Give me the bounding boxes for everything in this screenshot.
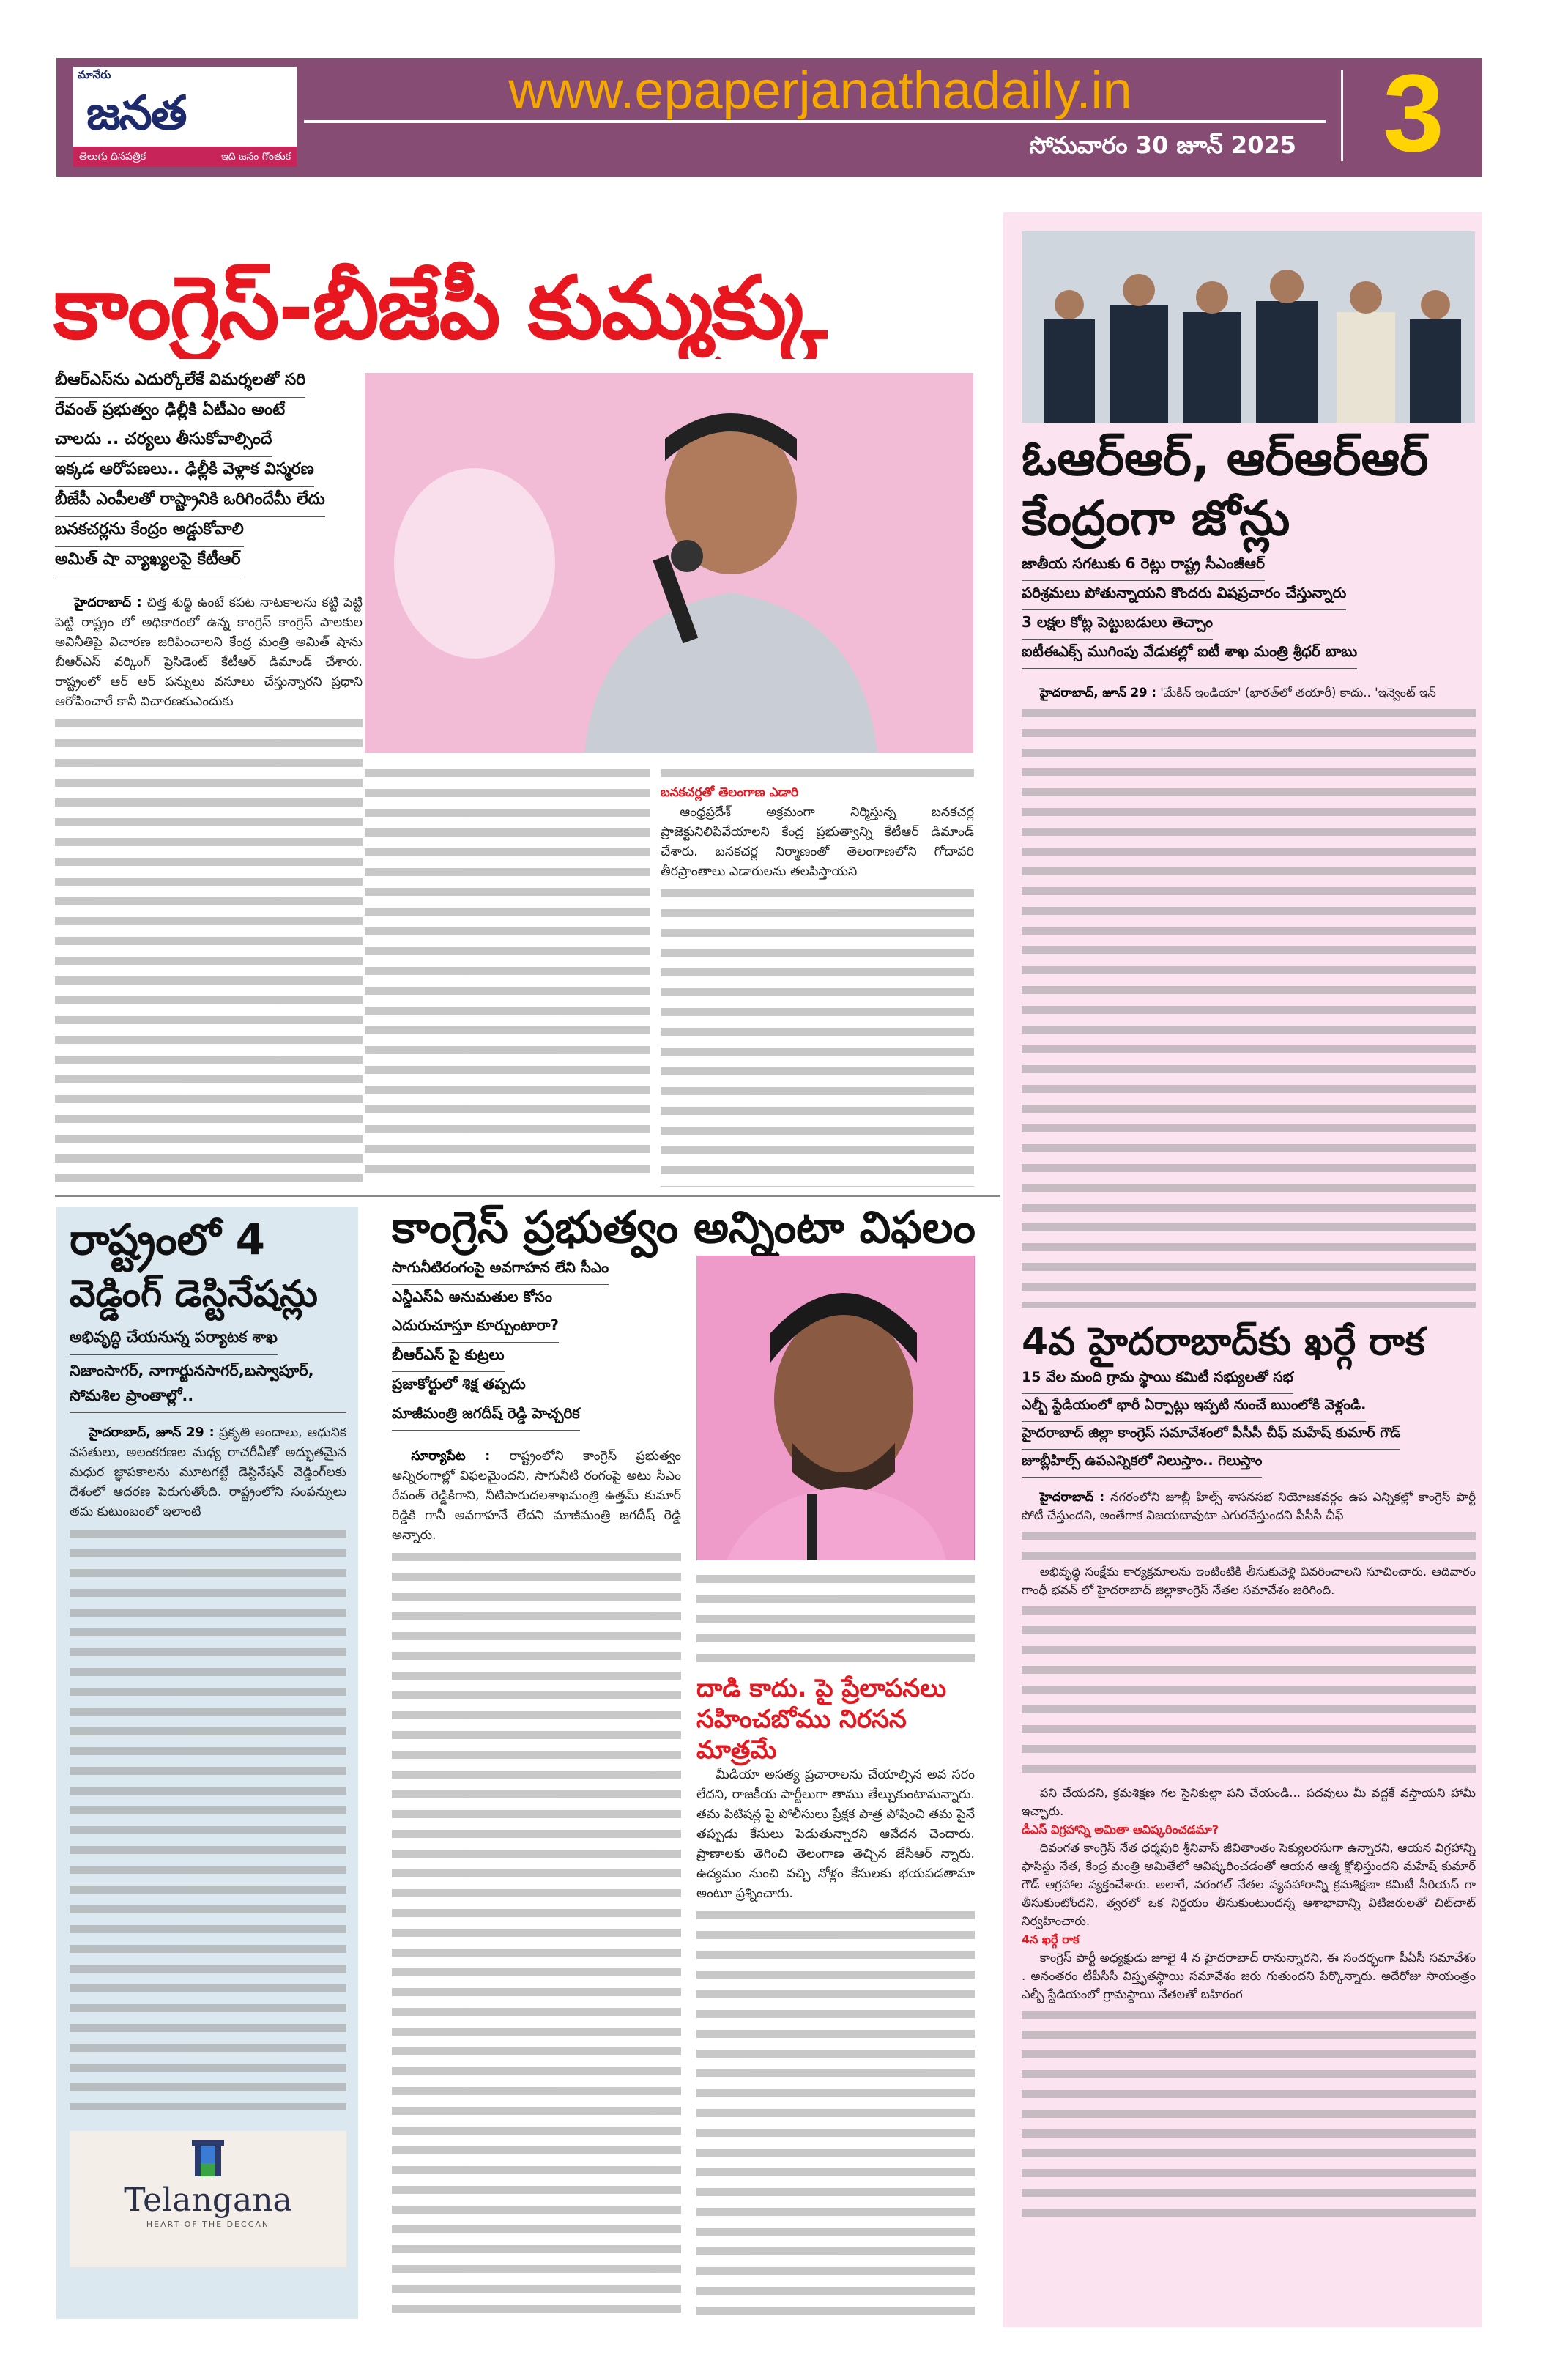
body-text-continuation (392, 1547, 681, 2316)
body-text: దివంగత కాంగ్రెస్ నేత ధర్మపురి శ్రీనివాస్ జీవితాంతం సెక్యులరసుగా ఉన్నారని, ఆయన విగ్రహాన్ని ఫాసిస్టు నేత, కేంద్ర మంత్రి అమితేలో ఆవిష్కరించడంతో ఆయన ఆత్మ క్షోభిస్తుందని మహేష్ కుమార్ గౌడ్ ఆగ్రహాల వ్యక్తంచేశారు. అలాగే, వరంగల్ నేతల వ్యవహారాన్ని క్రమశిక్షణా కమిటీ సీరియస్ గా తీసుకుంటోందని, త్వరలో ఒక నిర్ణయం తీసుకుంటుందన్న ఆశాభావాన్ని విటిజరులతో చిట్‌చాట్ నిర్వహించారు. (1022, 1841, 1476, 1928)
right-column-stories (1022, 429, 1476, 2322)
masthead-vertical-divider (1341, 70, 1343, 161)
jagadish-story (392, 1201, 978, 2321)
subhead: హైదరాబాద్ జిల్లా కాంగ్రెస్ సమావేశంలో పీసీసీ చీఫ్ మహేష్ కుమార్ గౌడ్ (1022, 1422, 1400, 1450)
main-story-kicker: బనకచర్లతో తెలంగాణ ఎడారి (661, 785, 799, 800)
body-text: నగరంలోని జూబ్లీ హిల్స్ శాసనసభ నియోజకవర్గం ఉప ఎన్నికల్లో కాంగ్రెస్ పార్టీ పోటీ చేస్తుందని, అంతేగాక విజయబావుటా ఎగురవేస్తుందని పీసీసీ చీఫ్ (1022, 1490, 1476, 1522)
wedding-story-headline (70, 1212, 346, 1321)
page-number: 3 (1383, 51, 1444, 174)
subhead: 15 వేల మంది గ్రామ స్థాయి కమిటీ సభ్యులతో సభ (1022, 1366, 1293, 1394)
wedding-story-column (70, 1212, 346, 2267)
logo-tag-left: తెలుగు దినపత్రిక (79, 151, 146, 163)
right-story-1-headline (1022, 429, 1476, 549)
logo-top-text: మానేరు (78, 68, 111, 81)
subhead: అమిత్ షా వ్యాఖ్యలపై కేటీఆర్ (55, 547, 241, 577)
jagadish-reddy-photo (696, 1256, 975, 1560)
body-text: రాష్ట్రంలోని కాంగ్రెస్ ప్రభుత్వం అన్నిరంగాల్లో విఫలమైందని, సాగునీటి రంగంపై అటు సీఎం రేవంత్ రెడ్డికిగాని, నీటిపారుదలశాఖమంత్రి ఉత్తమ్ కుమార్ రెడ్డికి గానీ అవగాహనే లేదని మాజీమంత్రి జగదీష్ రెడ్డి అన్నారు. (392, 1449, 681, 1543)
subhead: నిజాంసాగర్, నాగార్జునసాగర్,బస్వాపూర్, సోమశిల ప్రాంతాల్లో.. (70, 1355, 346, 1413)
right-story-2-subheads (1022, 1366, 1476, 1478)
wedding-story-subheads (70, 1325, 346, 1413)
headline-line: రాష్ట్రంలో 4 (70, 1215, 266, 1264)
body-text-continuation (70, 1524, 346, 2110)
body-text: మీడియా అసత్య ప్రచారాలను చేయాల్సిన అవ సరం లేదని, రాజకీయ పార్టీలుగా తాము తేల్చుకుంటామన్నారు. తమ పిటిషన్ల పై పోలీసులు ప్రేక్షక పాత్ర పోషించి తమ పైనే తప్పుడు కేసులు పెడుతున్నారని ఆవేదన చెందారు. ప్రాణాలకు తెగించి తెలంగాణ తెచ్చిన జేసీఆర్ న్నారు. ఉద్యమం నుంచి వచ్చి నోళ్లం కేసులకు భయపడతామా అంటూ ప్రశ్నించారు. (696, 1768, 975, 1901)
body-text-continuation (1022, 1601, 1476, 1784)
headline-line: ఓఆర్ఆర్, ఆర్ఆర్ఆర్ (1022, 430, 1429, 486)
subhead: పరిశ్రమలు పోతున్నాయని కొందరు విషప్రచారం చేస్తున్నారు (1022, 581, 1346, 610)
subhead: జాతీయ సగటుకు 6 రెట్లు రాష్ట్ర సీఎంజీఆర్ (1022, 552, 1265, 581)
jagadish-story-headline: కాంగ్రెస్ ప్రభుత్వం అన్నింటా విఫలం (392, 1202, 976, 1253)
main-story-body-left (55, 593, 363, 1188)
body-text-continuation (661, 763, 974, 783)
body-text-continuation (1022, 1526, 1476, 1562)
body-text-continuation (696, 1905, 975, 2316)
jagadish-story-left-column (392, 1256, 681, 2321)
right-story-2-kicker: డీఎస్ విగ్రహాన్ని అమితా ఆవిష్కరించడమా? (1022, 1823, 1219, 1836)
body-text-continuation (1022, 703, 1476, 1308)
main-headline: కాంగ్రెస్-బీజేపీ కుమ్మక్కు (53, 257, 826, 358)
telangana-tourism-logo-image (70, 2131, 346, 2267)
body-text-continuation (661, 883, 974, 1187)
right-story-2-headline: 4వ హైదరాబాద్‌కు ఖర్గే రాక (1022, 1320, 1425, 1364)
itex-event-photo (1022, 231, 1475, 423)
body-text: అభివృద్ధి సంక్షేమ కార్యక్రమాలను ఇంటింటికి తీసుకువెళ్లి వివరించాలని సూచించారు. ఆదివారం గాంధీ భవన్ లో హైదరాబాద్ జిల్లాకాంగ్రెస్ నేతల సమావేశం జరిగింది. (1022, 1565, 1476, 1597)
arch-logo-icon (186, 2135, 230, 2179)
right-story-1-subheads (1022, 552, 1476, 669)
subhead: ఎన్డీఎస్‌ఏ అనుమతుల కోసం (392, 1288, 553, 1305)
subhead: సాగునీటిరంగంపై అవగాహన లేని సీఎం (392, 1256, 609, 1285)
issue-date: సోమవారం 30 జూన్ 2025 (1029, 131, 1296, 159)
dateline: హైదరాబాద్, జూన్ 29 : (1039, 686, 1156, 700)
subhead: రేవంత్ ప్రభుత్వం ఢిల్లీకి ఏటీఎం అంటే (55, 401, 286, 419)
dateline: హైదరాబాద్ : (1039, 1490, 1105, 1504)
telangana-logo-text: Telangana (124, 2181, 292, 2219)
jagadish-story-body-left (392, 1447, 681, 2321)
subhead: ఐటీఈఎక్స్ ముగింపు వేడుకల్లో ఐటీ శాఖ మంత్రి శ్రీధర్ బాబు (1022, 640, 1357, 669)
body-text-continuation (696, 1569, 975, 1668)
right-story-1-body (1022, 683, 1476, 1308)
main-story-body-right (661, 762, 974, 1187)
ktr-speaking-photo (365, 373, 973, 753)
group-photo-icon (1022, 231, 1475, 423)
site-url[interactable]: www.epaperjanathadaily.in (508, 62, 1132, 120)
subhead: జూబ్లీహిల్స్ ఉపఎన్నికలో నిలుస్తాం.. గెలుస్తాం (1022, 1450, 1262, 1478)
dateline: హైదరాబాద్ : (74, 596, 142, 610)
body-text: కాంగ్రెస్ పార్టీ అధ్యక్షుడు జూలై 4 న హైదరాబాద్ రానున్నారని, ఈ సందర్భంగా పీఏసీ సమావేశం . అనంతరం టీపీసీసీ విస్తృతస్థాయి సమావేశం జరు గుతుందని పేర్కొన్నారు. అదేరోజు సాయంత్రం ఎల్బీ స్టేడియంలో గ్రామస్థాయి నేతలతో బహిరంగ (1022, 1951, 1476, 2001)
section-divider (55, 1195, 1000, 1197)
logo-name: జనత (86, 86, 186, 141)
body-text-continuation (365, 763, 650, 1185)
jagadish-story-red-subhead: దాడి కాదు. పై ప్రేలాపనలు సహించబోము నిరసన మాత్రమే (696, 1674, 946, 1765)
jagadish-story-right-column (696, 1256, 975, 2321)
body-text: ప్రకృతి అందాలు, ఆధునిక వసతులు, అలంకరణల మధ్య రాచరీవీతో అద్భుతమైన మధుర జ్ఞాపకాలను మూటగట్టే డెస్టినేషన్ వెడ్డింగ్‌లకు దేశంలో ఆదరణ పెరుగుతోంది. రాష్ట్రంలోని సంపన్నులు తమ కుటుంబంలో ఇలాంటి (70, 1426, 346, 1519)
main-story-body-center (365, 762, 650, 1187)
subhead: ప్రజాకోర్టులో శిక్ష తప్పదు (392, 1372, 526, 1401)
body-text: 'మేకిన్ ఇండియా' (భారత్‌లో తయారీ) కాదు.. 'ఇన్వెంట్ ఇన్ (1160, 686, 1436, 700)
dateline: సూర్యాపేట : (411, 1449, 491, 1464)
subhead: ఇక్కడ ఆరోపణలు.. ఢిల్లీకి వెళ్లాక విస్మరణ (55, 457, 314, 487)
subhead: బీజేపీ ఎంపీలతో రాష్ట్రానికి ఒరిగిందేమీ లేదు (55, 487, 325, 517)
person-photo-icon (365, 373, 973, 753)
dateline: హైదరాబాద్, జూన్ 29 : (89, 1426, 215, 1440)
main-story-left-column (55, 368, 363, 1188)
subhead: బీఆర్ఎస్ పై కుట్రలు (392, 1343, 505, 1372)
subhead: బనకచర్లను కేంద్రం అడ్డుకోవాలి (55, 517, 244, 547)
body-text: చిత్త శుద్ధి ఉంటే కపట నాటకాలను కట్టి పెట్టి పెట్టి రాష్ట్రం లో అధికారంలో ఉన్న కాంగ్రెస్ కాంగ్రెస్ పాలకుల అవినీతిపై విచారణ జరిపించాలని కేంద్ర మంత్రి అమిత్ షాను బీఆర్ఎస్ వర్కింగ్ ప్రెసిడెంట్ కేటీఆర్ డిమాండ్ చేశారు. రాష్ట్రంలో ఆర్ ఆర్ పన్నులు వసూలు చేస్తున్నారని ప్రధాని ఆరోపించారే కానీ విచారణకుఎందుకు (55, 596, 363, 709)
body-text: పని చేయదని, క్రమశిక్షణ గల సైనికుల్లా పని చేయండి... పదవులు మీ వద్దకే వస్తాయని హామీ ఇచ్చారు. (1022, 1786, 1476, 1818)
jagadish-story-body-right (696, 1765, 975, 2321)
right-story-2-kicker: 4న ఖర్గే రాక (1022, 1932, 1080, 1946)
body-text: ఆంధ్రప్రదేశ్ అక్రమంగా నిర్మిస్తున్న బనకచర్ల ప్రాజెక్టునిలిపివేయాలని కేంద్ర ప్రభుత్వాన్ని కేటీఆర్ డిమాండ్ చేశారు. బనకచర్ల నిర్మాణంతో తెలంగాణలోని గోదావరి తీరప్రాంతాలు ఎడారులను తలపిస్తాయని (661, 805, 974, 879)
subhead: అభివృద్ధి చేయనున్న పర్యాటక శాఖ (70, 1325, 278, 1355)
newspaper-logo (73, 67, 297, 167)
logo-tag-right: ఇది జనం గొంతుక (221, 151, 291, 163)
subhead: మాజీమంత్రి జగదీష్ రెడ్డి హెచ్చరిక (392, 1401, 580, 1431)
subhead: చాలదు .. చర్యలు తీసుకోవాల్సిందే (55, 427, 272, 457)
wedding-story-body (70, 1423, 346, 2121)
jagadish-story-columns (392, 1256, 978, 2321)
main-subheads (55, 368, 363, 577)
body-text-continuation (1022, 2005, 1476, 2225)
subhead: ఎల్బీ స్టేడియంలో భారీ ఏర్పాట్లు ఇప్పటి నుంచే ఋంలోకి వెళ్లండి. (1022, 1394, 1366, 1422)
right-story-2-body (1022, 1488, 1476, 2322)
person-photo-icon (696, 1256, 975, 1560)
body-text-continuation (55, 713, 363, 1182)
subhead: బీఆర్ఎస్‌ను ఎదుర్కోలేకే విమర్శలతో సరి (55, 368, 305, 398)
masthead-divider (304, 120, 1326, 123)
telangana-logo-tagline: HEART OF THE DECCAN (146, 2220, 270, 2229)
jagadish-story-subheads (392, 1256, 681, 1431)
jagadish-story-body-right-top (696, 1568, 975, 1670)
logo-tagline-band (73, 147, 297, 167)
headline-line: కేంద్రంగా జోన్లు (1022, 490, 1290, 546)
headline-line: వెడ్డింగ్ డెస్టినేషన్లు (70, 1272, 318, 1315)
subhead: ఎదురుచూస్తూ కూర్చుంటారా? (392, 1313, 559, 1343)
subhead: 3 లక్షల కోట్ల పెట్టుబడులు తెచ్చాం (1022, 610, 1213, 640)
